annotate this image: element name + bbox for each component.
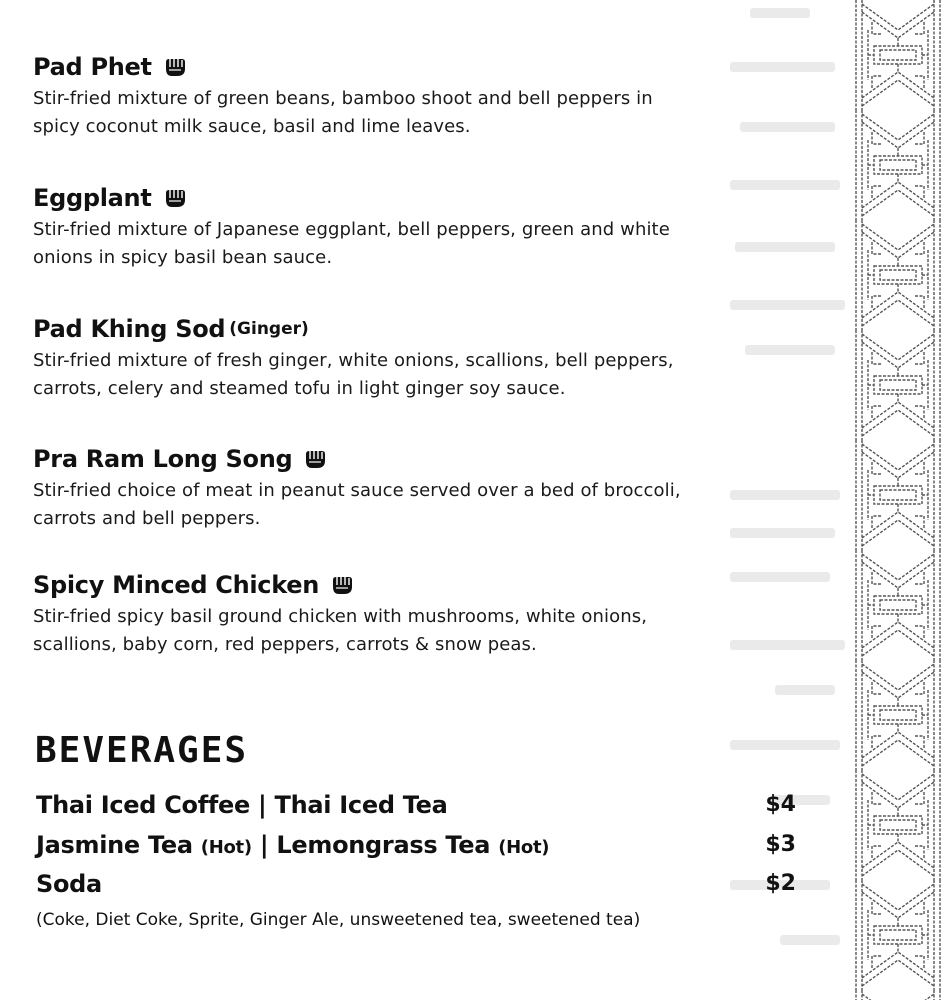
menu-item-pad-phet xyxy=(33,52,823,142)
description-line: carrots, celery and steamed tofu in light ginger soy sauce. xyxy=(33,378,566,399)
beverage-row xyxy=(36,866,796,902)
beverage-price: $3 xyxy=(765,832,796,857)
menu-item-eggplant xyxy=(33,183,823,273)
dish-name: Pra Ram Long Song xyxy=(33,445,293,473)
description-line: onions in spicy basil bean sauce. xyxy=(33,247,333,268)
dish-description xyxy=(33,215,823,273)
beverage-hot-label: (Hot) xyxy=(200,837,252,858)
dish-name: Pad Phet xyxy=(33,53,152,81)
menu-item-pad-khing-sod xyxy=(33,314,823,404)
description-line: Stir-fried mixture of fresh ginger, white onions, scallions, bell peppers, xyxy=(33,350,674,371)
dish-name: Eggplant xyxy=(33,184,152,212)
description-line: carrots and bell peppers. xyxy=(33,508,261,529)
description-line: Stir-fried mixture of green beans, bamboo shoot and bell peppers in xyxy=(33,88,653,109)
dish-description xyxy=(33,602,823,660)
dish-name: Pad Khing Sod xyxy=(33,315,226,343)
description-line: scallions, baby corn, red peppers, carrots & snow peas. xyxy=(33,634,537,655)
beverage-row xyxy=(36,787,796,823)
beverage-name-a: Soda xyxy=(36,870,102,898)
description-line: Stir-fried spicy basil ground chicken with mushrooms, white onions, xyxy=(33,606,648,627)
dish-note: (Ginger) xyxy=(229,319,309,339)
beverage-name-b: Thai Iced Tea xyxy=(274,791,448,819)
menu-item-spicy-minced-chicken xyxy=(33,570,823,660)
spicy-chili-icon xyxy=(303,448,327,470)
beverage-name-a: Thai Iced Coffee xyxy=(36,791,250,819)
beverage-name xyxy=(36,866,102,902)
beverage-row xyxy=(36,827,796,863)
dish-name: Spicy Minced Chicken xyxy=(33,571,319,599)
beverage-name-a: Jasmine Tea xyxy=(36,831,193,859)
description-line: spicy coconut milk sauce, basil and lime leaves. xyxy=(33,116,471,137)
dish-description xyxy=(33,476,823,534)
spicy-chili-icon xyxy=(163,187,187,209)
spicy-chili-icon xyxy=(163,56,187,78)
beverage-separator: | xyxy=(258,791,267,819)
dish-description xyxy=(33,84,823,142)
beverage-name xyxy=(36,827,549,866)
beverage-hot-label: (Hot) xyxy=(498,837,550,858)
beverage-name xyxy=(36,787,448,823)
soda-options-note: (Coke, Diet Coke, Sprite, Ginger Ale, unsweetened tea, sweetened tea) xyxy=(36,910,641,930)
beverage-separator: | xyxy=(259,831,269,859)
beverage-name-b: Lemongrass Tea xyxy=(276,831,491,859)
beverage-price: $4 xyxy=(765,792,796,817)
description-line: Stir-fried choice of meat in peanut sauce served over a bed of broccoli, xyxy=(33,480,681,501)
dish-description xyxy=(33,346,823,404)
thai-pattern-border xyxy=(850,0,946,1000)
beverage-price: $2 xyxy=(765,871,796,896)
spicy-chili-icon xyxy=(330,574,354,596)
section-title-beverages: BEVERAGES xyxy=(35,730,249,771)
menu-item-pra-ram-long-song xyxy=(33,444,823,534)
description-line: Stir-fried mixture of Japanese eggplant, bell peppers, green and white xyxy=(33,219,670,240)
